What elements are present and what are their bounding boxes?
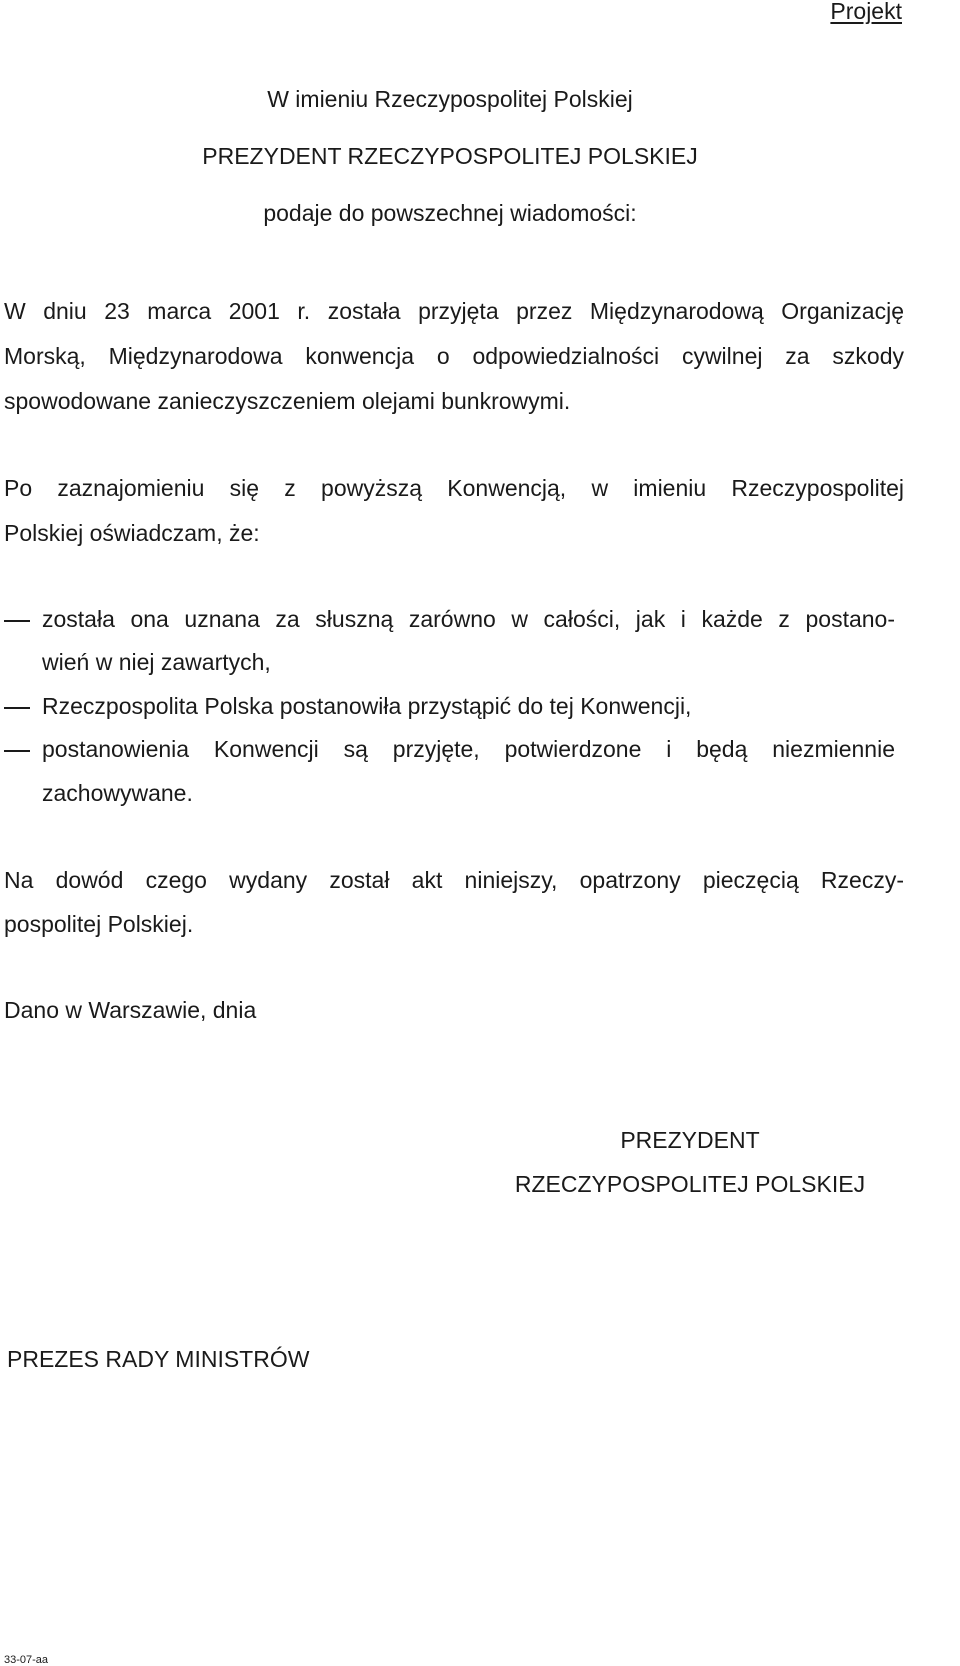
dash-bullet (4, 750, 30, 752)
countersignature: PREZES RADY MINISTRÓW (7, 1346, 310, 1372)
declaration-2-line-1: Rzeczpospolita Polska postanowiła przystąpić do tej Konwencji, (42, 693, 692, 719)
paragraph-2-line-1: Po zaznajomieniu się z powyższą Konwencją, w imieniu Rzeczypospolitej (4, 475, 904, 501)
paragraph-1-line-2: Morską, Międzynarodowa konwencja o odpowiedzialności cywilnej za szkody (4, 343, 904, 369)
paragraph-3-line-2: pospolitej Polskiej. (4, 911, 194, 937)
declaration-1-line-1: została ona uznana za słuszną zarówno w całości, jak i każde z postano- (42, 606, 895, 632)
paragraph-1-line-1: W dniu 23 marca 2001 r. została przyjęta przez Międzynarodową Organizację (4, 298, 904, 324)
paragraph-2-line-2: Polskiej oświadczam, że: (4, 520, 260, 546)
paragraph-3-line-1: Na dowód czego wydany został akt niniejszy, opatrzony pieczęcią Rzeczy- (4, 867, 904, 893)
dash-bullet (4, 707, 30, 709)
preamble-line-1: W imieniu Rzeczypospolitej Polskiej (267, 86, 633, 112)
preamble-line-2: PREZYDENT RZECZYPOSPOLITEJ POLSKIEJ (202, 143, 698, 169)
preamble-line-3: podaje do powszechnej wiadomości: (263, 200, 637, 226)
dash-bullet (4, 620, 30, 622)
projekt-label: Projekt (830, 0, 902, 24)
declaration-3-line-2: zachowywane. (42, 780, 193, 806)
signature-line-1: PREZYDENT (620, 1127, 760, 1153)
paragraph-1-line-3: spowodowane zanieczyszczeniem olejami bunkrowymi. (4, 388, 571, 414)
place-date: Dano w Warszawie, dnia (4, 997, 257, 1023)
signature-line-2: RZECZYPOSPOLITEJ POLSKIEJ (514, 1171, 866, 1197)
declaration-3-line-1: postanowienia Konwencji są przyjęte, potwierdzone i będą niezmiennie (42, 736, 895, 762)
declaration-1-line-2: wień w niej zawartych, (42, 649, 271, 675)
footer-code: 33-07-aa (4, 1654, 49, 1666)
